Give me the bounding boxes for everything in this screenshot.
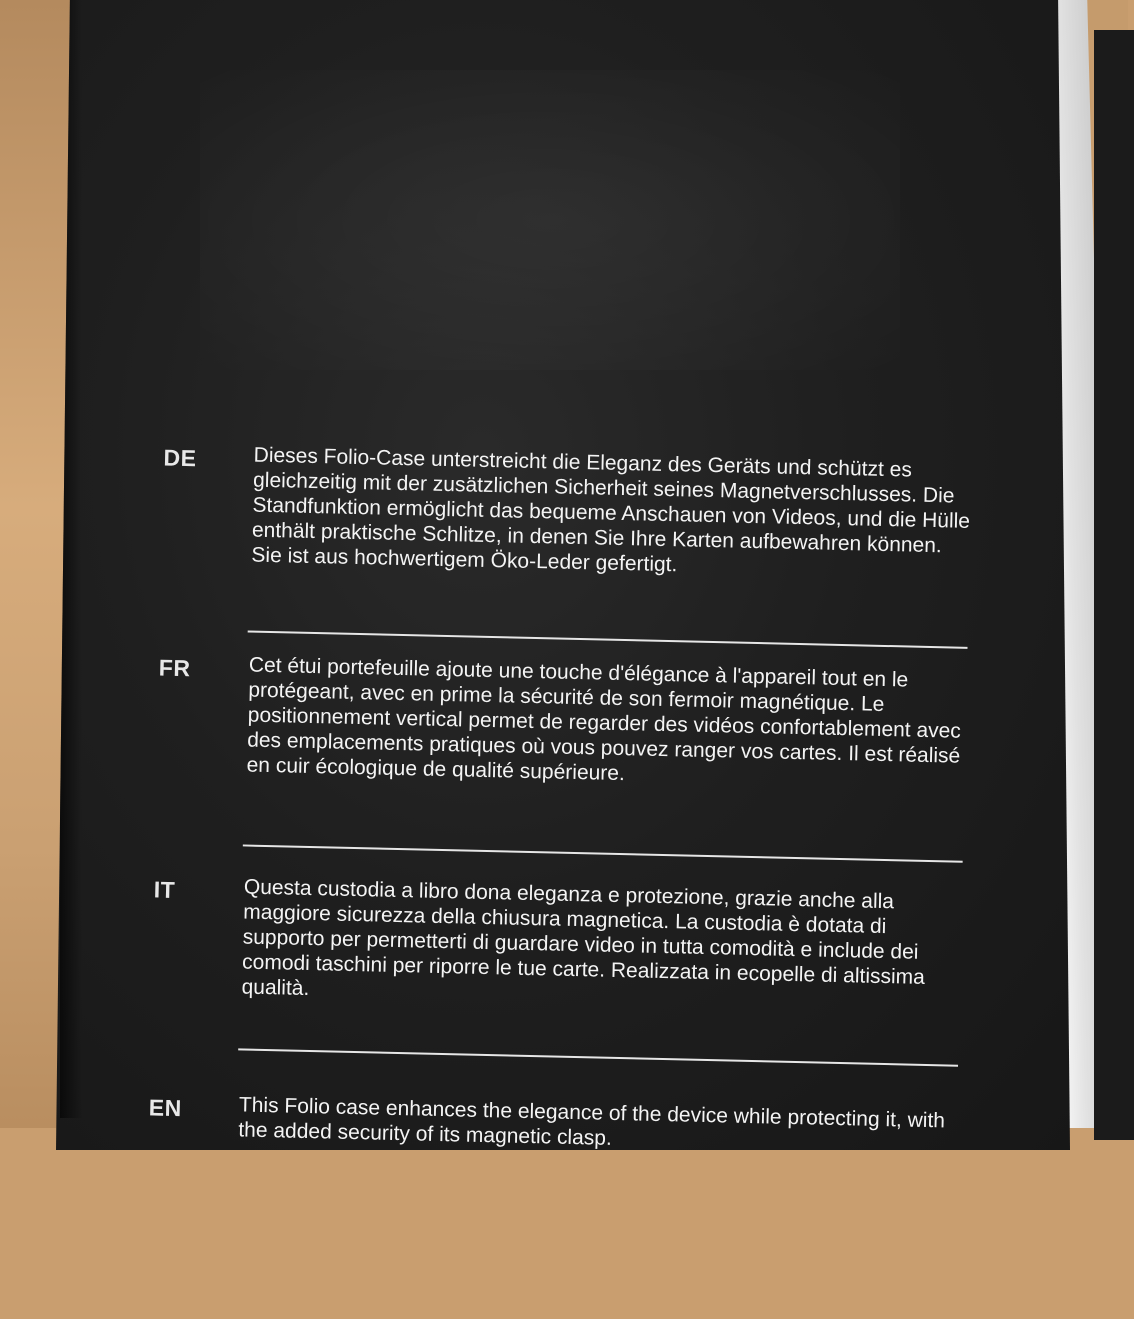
description-fr: Cet étui portefeuille ajoute une touche d'élégance à l'appareil tout en le protégeant, avec en prime la sécurité de son fermoir magnétique. Le positionnement vertical permet de regarder des vidéos confortablement avec des emplacements pratiques où vous pouvez ranger vos cartes. Il est réalisé en cuir écologique de qualité supérieure. xyxy=(246,653,962,786)
description-en: This Folio case enhances the elegance of the device while protecting it, with the added security of its magnetic clasp. xyxy=(238,1093,946,1150)
divider-line xyxy=(243,844,963,862)
section-de xyxy=(135,440,1000,669)
section-it xyxy=(125,872,990,1109)
light-glare xyxy=(200,70,900,370)
description-it: Questa custodia a libro dona eleganza e protezione, grazie anche alla maggiore sicurezza della chiusura magnetica. La custodia è dotata di supporto per permetterti di guardare video in tutta comodità e include dei comodi taschini per riporre le tue carte. Realizzata in ecopelle di altissima qualità. xyxy=(241,875,926,1000)
language-code-fr: FR xyxy=(158,654,191,682)
divider-line xyxy=(238,1048,958,1066)
product-description xyxy=(120,440,999,1319)
language-code-it: IT xyxy=(153,876,176,903)
language-code-en: EN xyxy=(148,1094,183,1122)
section-fr xyxy=(130,650,995,891)
description-de: Dieses Folio-Case unterstreicht die Eleganz des Geräts und schützt es gleichzeitig mit der zusätzlichen Sicherheit seines Magnetverschlusses. Die Standfunktion ermöglicht das bequeme Anschauen von Videos, und die Hülle enthält praktische Schlitze, in denen Sie Ihre Karten aufbewahren können. Sie ist aus hochwertigem Öko-Leder gefertigt. xyxy=(251,443,971,577)
language-code-de: DE xyxy=(163,444,197,472)
booklet-back-cover xyxy=(1094,30,1134,1140)
divider-line xyxy=(248,630,968,648)
section-en xyxy=(120,1090,985,1319)
